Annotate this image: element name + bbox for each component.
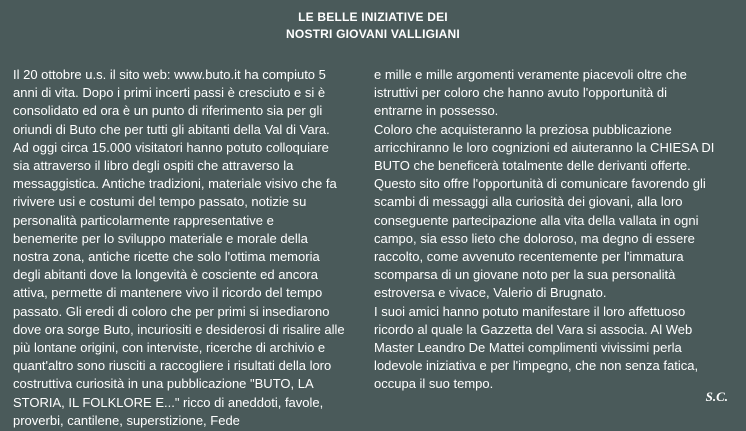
- text-line: Questo sito offre l'opportunità di comunicare favorendo gli: [374, 176, 706, 192]
- text-line: raccolto, come avvenuto recentemente per l'immatura: [374, 249, 684, 265]
- text-line: arricchiranno le loro cognizioni ed aiuteranno la CHIESA DI: [374, 139, 715, 155]
- text-line: e mille e mille argomenti veramente piacevoli oltre che: [374, 67, 687, 82]
- text-line: entrarne in possesso.: [374, 103, 499, 119]
- text-line: scambi di messaggi alla curiosità dei giovani, alla loro: [374, 194, 683, 210]
- text-line: scomparsa di un giovane noto per la sua personalità: [374, 267, 676, 283]
- text-line: estroversa e vivace, Valerio di Brugnato.: [374, 285, 607, 301]
- text-line: attiva, permette di mantenere vivo il ricordo del tempo: [13, 285, 323, 301]
- text-line: dove ora sorge Buto, incuriositi e desiderosi di risalire alle: [13, 321, 345, 337]
- article-heading: [0, 9, 746, 43]
- article-left-column: [13, 66, 361, 430]
- text-line: Il 20 ottobre u.s. il sito web: www.buto.it ha compiuto 5: [13, 67, 326, 82]
- text-line: passato. Gli eredi di coloro che per primi si insediarono: [13, 303, 330, 319]
- text-line: STORIA, IL FOLKLORE E..." ricco di aneddoti, favole,: [13, 394, 324, 410]
- text-line: sia attraverso il libro degli ospiti che attraverso la: [13, 158, 294, 174]
- heading-line-2: NOSTRI GIOVANI VALLIGIANI: [286, 27, 460, 41]
- text-line: messaggistica. Antiche tradizioni, materiale visivo che fa: [13, 176, 337, 192]
- text-line: lodevole iniziativa e per l'impegno, che non senza fatica,: [374, 358, 699, 374]
- text-line: istruttivi per coloro che hanno avuto l'opportunità di: [374, 85, 667, 101]
- text-line: ricordo al quale la Gazzetta del Vara si associa. Al Web: [374, 321, 693, 337]
- text-line: conseguente partecipazione alla vita della vallata in ogni: [374, 212, 699, 228]
- text-line: anni di vita. Dopo i primi incerti passi è cresciuto e si è: [13, 85, 326, 101]
- text-line: quant'altro sono riusciti a raccogliere i risultati della loro: [13, 358, 332, 374]
- text-line: consolidato ed ora è un punto di riferimento sia per gli: [13, 103, 323, 119]
- author-signature: S.C.: [705, 389, 728, 404]
- text-line: I suoi amici hanno potuto manifestare il loro affettuoso: [374, 303, 686, 319]
- text-line: Ad oggi circa 15.000 visitatori hanno potuto colloquiare: [13, 139, 329, 155]
- text-line: occupa il suo tempo.: [374, 376, 494, 392]
- text-line: benemerite per lo sviluppo materiale e morale della: [13, 230, 308, 246]
- text-line: nostra zona, antiche ricette che solo l'ottima memoria: [13, 249, 320, 265]
- text-line: Coloro che acquisteranno la preziosa pubblicazione: [374, 121, 672, 137]
- text-line: BUTO che beneficerà totalmente delle derivanti offerte.: [374, 158, 691, 174]
- text-line: proverbi, cantilene, superstizione, Fede: [13, 412, 240, 428]
- text-line: personalità particolarmente rappresentative e: [13, 212, 274, 228]
- text-line: costruttiva curiosità in una pubblicazione "BUTO, LA: [13, 376, 314, 392]
- heading-line-1: LE BELLE INIZIATIVE DEI: [298, 10, 448, 24]
- text-line: campo, sia esso lieto che doloroso, ma degno di essere: [374, 230, 695, 246]
- text-line: più lontane origini, con interviste, ricerche di archivio e: [13, 340, 326, 356]
- article-right-column: [374, 66, 726, 394]
- text-line: Master Leandro De Mattei complimenti vivissimi perla: [374, 340, 682, 356]
- text-line: degli abitanti dove la longevità è cosciente ed ancora: [13, 267, 318, 283]
- text-line: rivivere usi e costumi del tempo passato, notizie su: [13, 194, 307, 210]
- text-line: oriundi di Buto che per tutti gli abitanti della Val di Vara.: [13, 121, 330, 137]
